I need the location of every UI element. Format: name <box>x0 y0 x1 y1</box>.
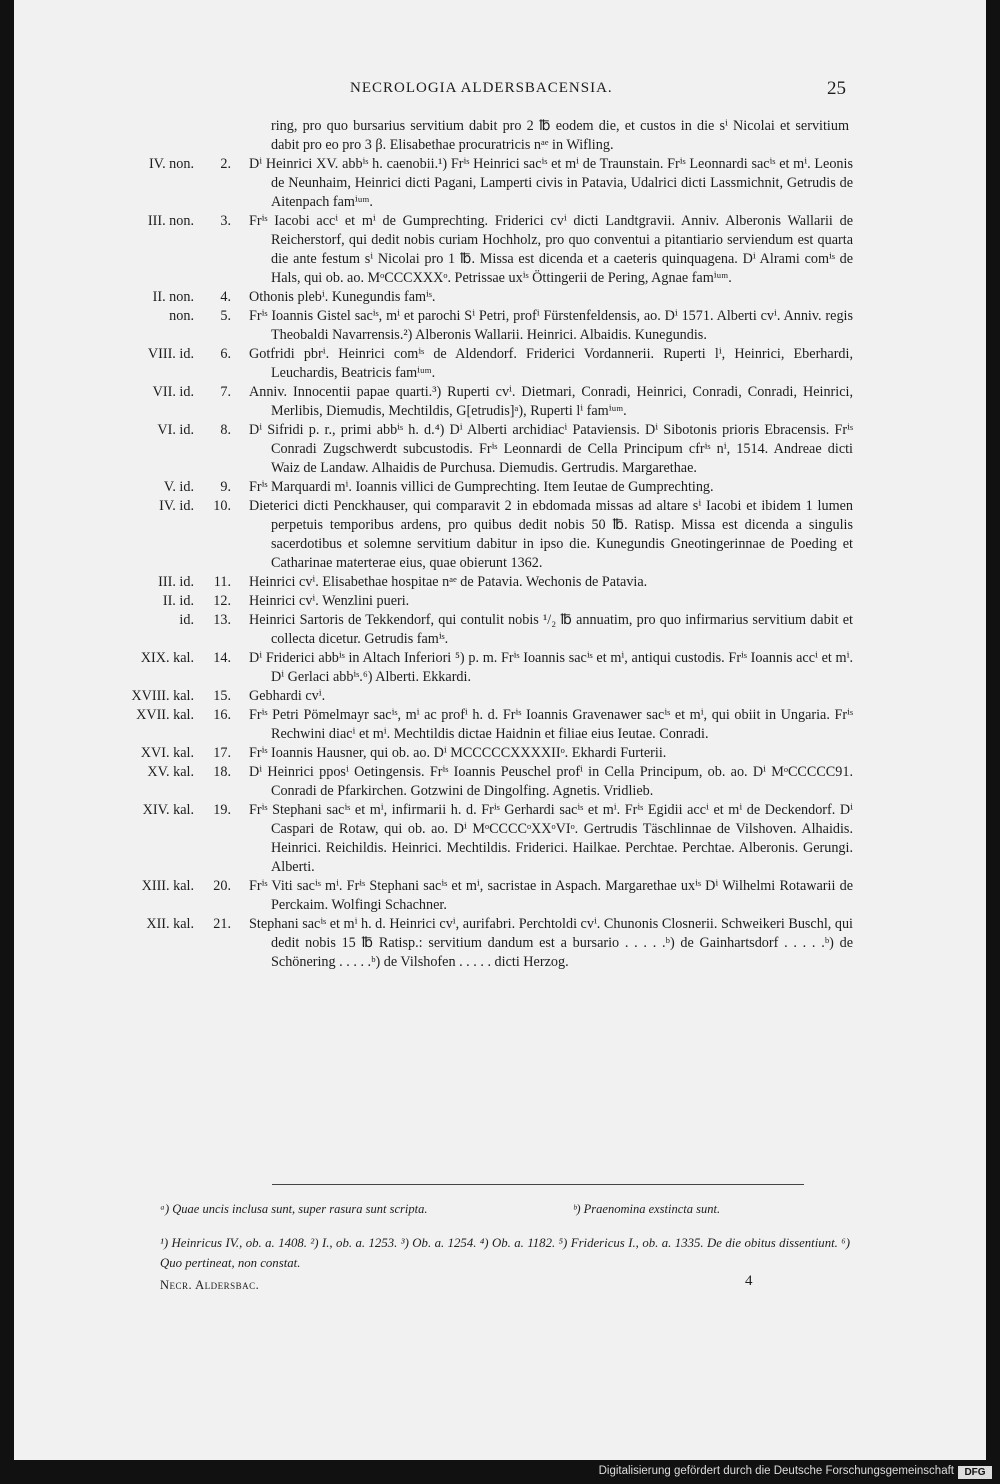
entry-date: VI. id. <box>157 422 194 438</box>
entry-date: VII. id. <box>152 384 194 400</box>
entry-day: 13. <box>213 612 231 628</box>
entry-row <box>14 345 986 383</box>
entry-text: Frⁱˢ Stephani sacⁱˢ et mⁱ, infirmarii h. d. Frⁱˢ Gerhardi sacⁱˢ et mⁱ. Frⁱˢ Egidii accⁱ et mⁱ de Deckendorf. Dⁱ Caspari de Rotaw, qui ob. ao. Dⁱ MᵒCCCCᵒXXᵒVIᵒ. Gertrudis Täschlinnae de Vilshoven. Alhaidis. Heinrici. Reichildis. Heinrici. Mechtildis. Friderici. Hailkae. Perchtae. Perchtae. Alberonis. Gerungi. Alberti. <box>249 802 853 875</box>
entry-day: 5. <box>220 308 231 324</box>
entry-date: XIV. kal. <box>142 802 194 818</box>
entry-day: 4. <box>220 289 231 305</box>
signature-number: 4 <box>745 1273 753 1289</box>
entry-date: VIII. id. <box>147 346 194 362</box>
entry-text: Dieterici dicti Penckhauser, qui comparavit 2 in ebdomada missas ad altare sⁱ Iacobi et ibidem 1 lumen perpetuis temporibus ardens, pro quibus dedit nobis 50 ℔. Ratisp. Missa est dicenda a singulis sacerdotibus et solemne servitium dabitur in ipso die. Kunegundis Gneotingerinnae de Poeding et Catharinae materterae eius, quae obierunt 1362. <box>249 498 853 571</box>
entry-row <box>14 687 986 706</box>
entry-date: XVII. kal. <box>136 707 194 723</box>
entry-text: Dⁱ Heinrici XV. abbⁱˢ h. caenobii.¹) Frⁱˢ Heinrici sacⁱˢ et mⁱ de Traunstain. Frⁱˢ Leonnardi sacⁱˢ et mⁱ. Leonis de Neunhaim, Heinrici dicti Pagani, Lamperti civis in Patavia, Udalrici dicti Lassmichnit, Getrudis de Aitenpach famⁱᵘᵐ. <box>249 156 853 210</box>
entry-text: Frⁱˢ Petri Pömelmayr sacⁱˢ, mⁱ ac profⁱ h. d. Frⁱˢ Ioannis Gravenawer sacⁱˢ et mⁱ, qui obiit in Ungaria. Frⁱˢ Rechwini diacⁱ et mⁱ. Mechtildis dictae Haidnin et filiae eius Ieutae. Conradi. <box>249 707 853 742</box>
dfg-credit: Digitalisierung gefördert durch die Deutsche Forschungsgemeinschaft <box>598 1465 954 1477</box>
entry-day: 15. <box>213 688 231 704</box>
entry-text: Dⁱ Sifridi p. r., primi abbⁱˢ h. d.⁴) Dⁱ Alberti archidiacⁱ Pataviensis. Dⁱ Sibotonis prioris Ebracensis. Frⁱˢ Conradi Zugschwerdt subcustodis. Frⁱˢ Leonnardi de Cella Principum cfrⁱˢ nⁱ, 1514. Andreae dicti Waiz de Landaw. Alhaidis de Purchusa. Diemudis. Gertrudis. Margarethae. <box>249 422 853 476</box>
entry-day: 2. <box>220 156 231 172</box>
entry-text: Dⁱ Friderici abbⁱˢ in Altach Inferiori ⁵) p. m. Frⁱˢ Ioannis sacⁱˢ et mⁱ, antiqui custodis. Frⁱˢ Ioannis accⁱ et mⁱ. Dⁱ Gerlaci abbⁱˢ.⁶) Alberti. Ekkardi. <box>249 650 853 685</box>
entry-day: 7. <box>220 384 231 400</box>
entry-text: Heinrici cvⁱ. Elisabethae hospitae nᵃᵉ de Patavia. Wechonis de Patavia. <box>249 574 648 590</box>
entry-day: 9. <box>220 479 231 495</box>
dfg-logo: DFG <box>958 1466 992 1479</box>
signature-mark: Necr. Aldersbac. <box>160 1278 260 1292</box>
entry-text: Anniv. Innocentii papae quarti.³) Ruperti cvⁱ. Dietmari, Conradi, Heinrici, Conradi, Conradi, Heinrici, Merlibis, Diemudis, Mechtildis, G[etrudis]ᵃ), Ruperti lⁱ famⁱᵘᵐ. <box>249 384 853 419</box>
entry-date: III. id. <box>158 574 194 590</box>
entry-row <box>14 649 986 687</box>
entry-day: 11. <box>213 574 231 590</box>
entry-row <box>14 573 986 592</box>
entry-row <box>14 497 986 573</box>
entry-row <box>14 611 986 649</box>
footnotes-numbered: ¹) Heinricus IV., ob. a. 1408. ²) I., ob. a. 1253. ³) Ob. a. 1254. ⁴) Ob. a. 1182. ⁵) Fridericus I., ob. a. 1335. De die obitus dissentiunt. ⁶) Quo pertineat, non constat. <box>160 1236 850 1270</box>
necrology-entries <box>14 117 986 972</box>
entry-date: III. non. <box>147 213 194 229</box>
entry-date: XVIII. kal. <box>131 688 194 704</box>
entry-date: XV. kal. <box>147 764 194 780</box>
entry-date: non. <box>169 308 194 324</box>
entry-date: V. id. <box>163 479 194 495</box>
entry-day: 21. <box>213 916 231 932</box>
entry-row <box>14 383 986 421</box>
entry-day: 14. <box>213 650 231 666</box>
footnote-a: ᵃ) Quae uncis inclusa sunt, super rasura sunt scripta. <box>160 1202 428 1216</box>
entry-day: 19. <box>213 802 231 818</box>
entry-text: Heinrici cvⁱ. Wenzlini pueri. <box>249 593 410 609</box>
page-scan <box>14 0 986 1460</box>
entry-text: Heinrici Sartoris de Tekkendorf, qui contulit nobis ¹/₂ ℔ annuatim, pro quo infirmarius servitium dabit et collecta dicetur. Getrudis famⁱˢ. <box>249 612 853 647</box>
entry-date: IV. id. <box>159 498 194 514</box>
entry-day: 6. <box>220 346 231 362</box>
entry-row <box>14 155 986 212</box>
entry-day: 8. <box>220 422 231 438</box>
entry-row <box>14 478 986 497</box>
entry-row <box>14 421 986 478</box>
entry-row <box>14 307 986 345</box>
entry-row <box>14 763 986 801</box>
footnote-rule <box>272 1184 804 1185</box>
entry-text: Gotfridi pbrⁱ. Heinrici comⁱˢ de Aldendorf. Friderici Vordannerii. Ruperti lⁱ, Heinrici, Eberhardi, Leuchardis, Beatricis famⁱᵘᵐ. <box>249 346 853 381</box>
entry-row <box>14 592 986 611</box>
entry-day: 16. <box>213 707 231 723</box>
entry-text: Othonis plebⁱ. Kunegundis famⁱˢ. <box>249 289 436 305</box>
entry-day: 3. <box>220 213 231 229</box>
entry-date: XVI. kal. <box>140 745 194 761</box>
entry-date: II. non. <box>152 289 194 305</box>
page-title: NECROLOGIA ALDERSBACENSIA. <box>350 80 613 96</box>
entry-day: 17. <box>213 745 231 761</box>
entry-date: IV. non. <box>148 156 194 172</box>
footnote-b: ᵇ) Praenomina exstincta sunt. <box>573 1202 721 1216</box>
continuation-text: ring, pro quo bursarius servitium dabit pro 2 ℔ eodem die, et custos in die sⁱ Nicolai et servitium dabit pro eo pro 3 β. Elisabethae procuratricis nᵃᵉ in Wifling. <box>271 118 849 153</box>
entry-row <box>14 288 986 307</box>
entry-row <box>14 801 986 877</box>
entry-day: 18. <box>213 764 231 780</box>
entry-text: Frⁱˢ Iacobi accⁱ et mⁱ de Gumprechting. Friderici cvⁱ dicti Landtgravii. Anniv. Alberonis Wallarii de Reicherstorf, qui dedit nobis curiam Hochholz, pro quo conventui a pitantiario serviendum est quarta die ante festum sⁱ Nicolai pro 1 ℔. Missa est dicenda et a caeteris quinquagena. Dⁱ Alrami comⁱˢ de Hals, qui ob. ao. MᵒCCCXXXᵒ. Petrissae uxⁱˢ Öttingerii de Pering, Agnae famⁱᵘᵐ. <box>249 213 853 286</box>
entry-text: Frⁱˢ Viti sacⁱˢ mⁱ. Frⁱˢ Stephani sacⁱˢ et mⁱ, sacristae in Aspach. Margarethae uxⁱˢ Dⁱ Wilhelmi Rotawarii de Perckaim. Wolfingi Schachner. <box>249 878 853 913</box>
entry-day: 20. <box>213 878 231 894</box>
page-number: 25 <box>827 78 846 99</box>
entry-text: Dⁱ Heinrici pposⁱ Oetingensis. Frⁱˢ Ioannis Peuschel profⁱ in Cella Principum, ob. ao. Dⁱ MᵒCCCCC91. Conradi de Pfarkirchen. Gotzwini de Dingolfing. Agnetis. Vridlieb. <box>249 764 853 799</box>
entry-row <box>14 915 986 972</box>
entry-date: XIX. kal. <box>140 650 194 666</box>
entry-text: Gebhardi cvⁱ. <box>249 688 326 704</box>
entry-text: Frⁱˢ Ioannis Gistel sacⁱˢ, mⁱ et parochi Sⁱ Petri, profⁱ Fürstenfeldensis, ao. Dⁱ 1571. Alberti cvⁱ. Anniv. regis Theobaldi Navarrensis.²) Alberonis Wallarii. Heinrici. Albaidis. Kunegundis. <box>249 308 853 343</box>
entry-day: 12. <box>213 593 231 609</box>
entry-row <box>14 744 986 763</box>
entry-date: XII. kal. <box>146 916 194 932</box>
entry-day: 10. <box>213 498 231 514</box>
entry-date: id. <box>179 612 194 628</box>
entry-text: Stephani sacⁱˢ et mⁱ h. d. Heinrici cvⁱ, aurifabri. Perchtoldi cvⁱ. Chunonis Closnerii. Schweikeri Buschl, qui dedit nobis 15 ℔ Ratisp.: servitium dandum est a bursario . . . . .ᵇ) de Gainhartsdorf . . . . .ᵇ) de Schönering . . . . .ᵇ) de Vilshofen . . . . . dicti Herzog. <box>249 916 853 970</box>
entry-date: XIII. kal. <box>141 878 194 894</box>
entry-text: Frⁱˢ Ioannis Hausner, qui ob. ao. Dⁱ MCCCCCXXXXIIᵒ. Ekhardi Furterii. <box>249 745 667 761</box>
entry-row <box>14 212 986 288</box>
entry-text: Frⁱˢ Marquardi mⁱ. Ioannis villici de Gumprechting. Item Ieutae de Gumprechting. <box>249 479 714 495</box>
entry-row <box>14 877 986 915</box>
entry-row <box>14 706 986 744</box>
entry-date: II. id. <box>162 593 194 609</box>
